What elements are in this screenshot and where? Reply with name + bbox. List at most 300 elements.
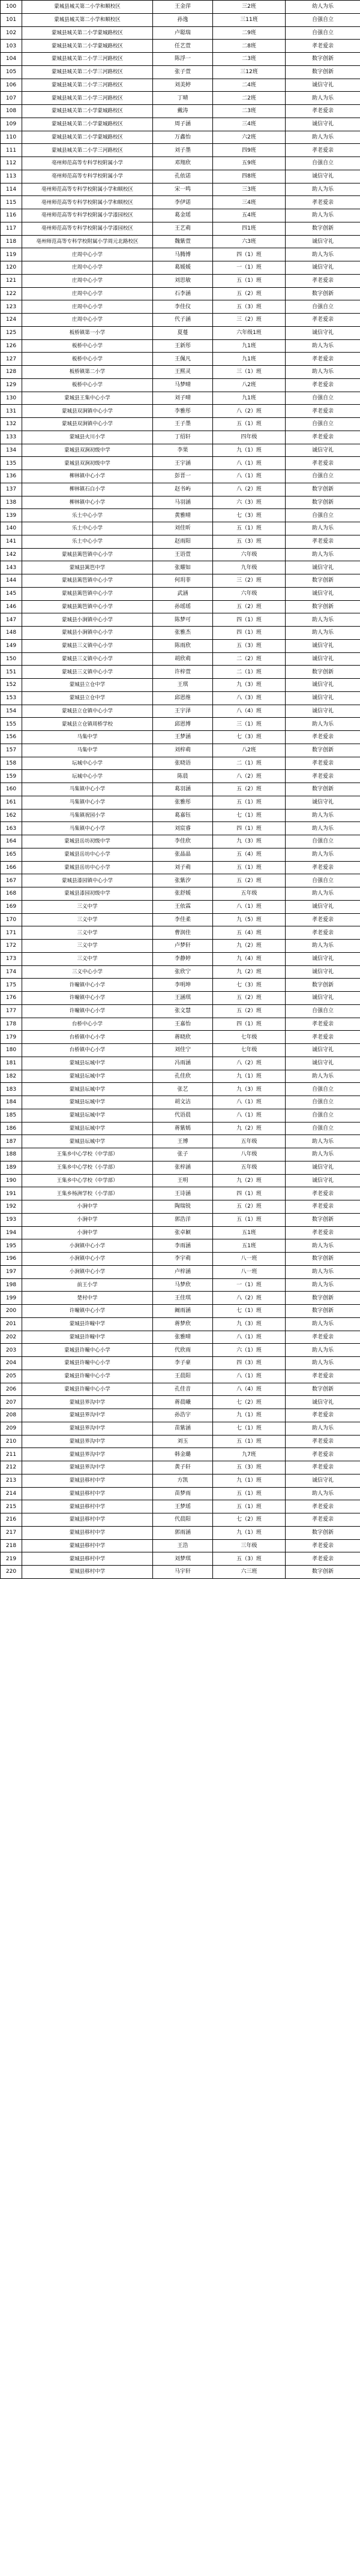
school-cell: 蒙城县城关第二小学三河路校区 <box>22 144 153 157</box>
school-cell: 许疃镇中心小学 <box>22 1305 153 1318</box>
table-row <box>1 1109 360 1122</box>
table-row <box>1 509 360 522</box>
row-number-cell: 112 <box>1 157 22 170</box>
student-name-cell: 刘佳昕 <box>153 522 213 535</box>
class-cell: 五（3）班 <box>213 300 286 314</box>
class-cell: 六三班 <box>213 1566 286 1579</box>
table-row <box>1 13 360 26</box>
row-number-cell: 181 <box>1 1057 22 1070</box>
class-cell: 三3班 <box>213 183 286 196</box>
student-name-cell: 张卓颖 <box>153 1226 213 1239</box>
school-cell: 亳州师范高等专科学校附属小学周元北路校区 <box>22 235 153 248</box>
school-cell: 蒙城县许疃中心小学 <box>22 1370 153 1383</box>
school-cell: 蒙城县许疃中心小学 <box>22 1357 153 1370</box>
category-cell: 孝老爱亲 <box>286 1435 360 1448</box>
category-cell: 诚信守礼 <box>286 587 360 600</box>
class-cell: 九（3）班 <box>213 835 286 848</box>
school-cell: 蒙城县城关第二小学蒙城路校区 <box>22 118 153 131</box>
student-name-cell: 张晶晶 <box>153 848 213 861</box>
student-name-cell: 彭晋一 <box>153 470 213 483</box>
category-cell: 助人为乐 <box>286 1239 360 1253</box>
class-cell: 九（3）班 <box>213 1083 286 1096</box>
row-number-cell: 177 <box>1 1004 22 1018</box>
class-cell: 五（1）班 <box>213 522 286 535</box>
student-name-cell: 苗梦雨 <box>153 1487 213 1500</box>
category-cell: 诚信守礼 <box>286 900 360 913</box>
school-cell: 亳州师范高等专科学校附属小学和顺校区 <box>22 183 153 196</box>
category-cell: 孝老爱亲 <box>286 1331 360 1344</box>
school-cell: 小涧镇中心小学 <box>22 1265 153 1278</box>
school-cell: 马集镇中心小学 <box>22 796 153 809</box>
table-row <box>1 1474 360 1487</box>
school-cell: 蒙城县许疃中学 <box>22 1331 153 1344</box>
table-row <box>1 770 360 783</box>
row-number-cell: 102 <box>1 26 22 40</box>
category-cell: 孝老爱亲 <box>286 1448 360 1461</box>
school-cell: 蒙城县篱笆镇中心小学 <box>22 548 153 561</box>
school-cell: 蒙城县界沟中学 <box>22 1409 153 1422</box>
category-cell: 孝老爱亲 <box>286 1500 360 1513</box>
category-cell: 诚信守礼 <box>286 965 360 979</box>
student-name-cell: 孙浩宇 <box>153 1409 213 1422</box>
student-name-cell: 王佳琪 <box>153 1292 213 1305</box>
category-cell: 数字创新 <box>286 979 360 992</box>
class-cell: 九（3）班 <box>213 1317 286 1331</box>
school-cell: 蒙城县小涧镇中心小学 <box>22 613 153 627</box>
table-row <box>1 1187 360 1200</box>
category-cell: 孝老爱亲 <box>286 1370 360 1383</box>
category-cell: 助人为乐 <box>286 209 360 222</box>
class-cell: 四（1）班 <box>213 822 286 835</box>
student-name-cell: 邱恩博 <box>153 718 213 731</box>
table-row <box>1 1357 360 1370</box>
class-cell: 五（1）班 <box>213 1213 286 1226</box>
category-cell: 助人为乐 <box>286 887 360 901</box>
category-cell: 助人为乐 <box>286 1135 360 1148</box>
category-cell: 助人为乐 <box>286 1487 360 1500</box>
class-cell: 二（1）班 <box>213 666 286 679</box>
student-name-cell: 周子涵 <box>153 118 213 131</box>
row-number-cell: 216 <box>1 1513 22 1527</box>
student-name-cell: 孔依诺 <box>153 170 213 183</box>
row-number-cell: 203 <box>1 1344 22 1357</box>
table-row <box>1 835 360 848</box>
school-cell: 蒙城县许疃中学 <box>22 1317 153 1331</box>
school-cell: 许疃镇中心小学 <box>22 1004 153 1018</box>
table-row <box>1 1226 360 1239</box>
category-cell: 数字创新 <box>286 574 360 588</box>
class-cell: 七（3）班 <box>213 509 286 522</box>
student-name-cell: 刘子晴 <box>153 392 213 405</box>
school-cell: 蒙城县城关第二小学蒙城路校区 <box>22 105 153 118</box>
table-row <box>1 483 360 496</box>
row-number-cell: 139 <box>1 509 22 522</box>
category-cell: 诚信守礼 <box>286 639 360 652</box>
school-cell: 蒙城县移村中学 <box>22 1474 153 1487</box>
student-name-cell: 许梓萱 <box>153 666 213 679</box>
class-cell: 九1班 <box>213 392 286 405</box>
school-cell: 三义中学 <box>22 952 153 965</box>
class-cell: 四9班 <box>213 144 286 157</box>
student-name-cell: 任艺萱 <box>153 40 213 53</box>
category-cell: 自强自立 <box>286 392 360 405</box>
category-cell: 孝老爱亲 <box>286 913 360 926</box>
class-cell: 三4班 <box>213 196 286 209</box>
school-cell: 蒙城县界沟中学 <box>22 1461 153 1474</box>
class-cell: 五（2）班 <box>213 287 286 300</box>
table-row <box>1 1539 360 1552</box>
table-row <box>1 940 360 953</box>
school-cell: 蒙城县城关第二小学三河路校区 <box>22 79 153 92</box>
table-row <box>1 548 360 561</box>
table-row <box>1 1148 360 1161</box>
student-name-cell: 李子豪 <box>153 1357 213 1370</box>
table-row <box>1 287 360 300</box>
row-number-cell: 164 <box>1 835 22 848</box>
school-cell: 庄周中心小学 <box>22 261 153 275</box>
category-cell: 助人为乐 <box>286 1317 360 1331</box>
category-cell: 孝老爱亲 <box>286 105 360 118</box>
category-cell: 诚信守礼 <box>286 444 360 457</box>
table-row <box>1 1122 360 1135</box>
row-number-cell: 148 <box>1 627 22 640</box>
class-cell: 九年级 <box>213 561 286 574</box>
category-cell: 孝老爱亲 <box>286 457 360 470</box>
school-cell: 蒙城县许疃中心小学 <box>22 1383 153 1396</box>
class-cell: 六2班 <box>213 131 286 144</box>
row-number-cell: 134 <box>1 444 22 457</box>
table-row <box>1 1552 360 1566</box>
student-name-cell: 石李涵 <box>153 287 213 300</box>
school-cell: 蒙城县移村中学 <box>22 1526 153 1539</box>
row-number-cell: 207 <box>1 1396 22 1409</box>
row-number-cell: 107 <box>1 92 22 105</box>
table-row <box>1 822 360 835</box>
student-name-cell: 王明 <box>153 1174 213 1187</box>
row-number-cell: 166 <box>1 861 22 874</box>
class-cell: 五（2）班 <box>213 992 286 1005</box>
table-row <box>1 861 360 874</box>
class-cell: 三（2）班 <box>213 574 286 588</box>
class-cell: 四（1）班 <box>213 248 286 261</box>
student-name-cell: 赵书屿 <box>153 483 213 496</box>
student-name-cell: 刘佳宁 <box>153 1044 213 1057</box>
school-cell: 蒙城县移村中学 <box>22 1487 153 1500</box>
table-row <box>1 757 360 770</box>
school-cell: 蒙城县界沟中学 <box>22 1396 153 1409</box>
row-number-cell: 147 <box>1 613 22 627</box>
student-name-cell: 李雅彤 <box>153 405 213 418</box>
class-cell: 一（1）班 <box>213 261 286 275</box>
class-cell: 九（2）班 <box>213 940 286 953</box>
student-name-cell: 葛媛媛 <box>153 261 213 275</box>
row-number-cell: 117 <box>1 222 22 235</box>
row-number-cell: 160 <box>1 783 22 796</box>
school-cell: 坛城中心小学 <box>22 757 153 770</box>
student-name-cell: 张艺 <box>153 1083 213 1096</box>
category-cell: 诚信守礼 <box>286 1044 360 1057</box>
row-number-cell: 110 <box>1 131 22 144</box>
row-number-cell: 115 <box>1 196 22 209</box>
class-cell: 三（2）班 <box>213 314 286 327</box>
class-cell: 五（2）班 <box>213 874 286 887</box>
student-name-cell: 王新彤 <box>153 339 213 353</box>
category-cell: 数字创新 <box>286 222 360 235</box>
category-cell: 诚信守礼 <box>286 1057 360 1070</box>
student-name-cell: 方凯 <box>153 1474 213 1487</box>
class-cell: 五（1）班 <box>213 1435 286 1448</box>
row-number-cell: 185 <box>1 1109 22 1122</box>
table-row <box>1 1 360 14</box>
category-cell: 孝老爱亲 <box>286 926 360 940</box>
category-cell: 孝老爱亲 <box>286 861 360 874</box>
row-number-cell: 149 <box>1 639 22 652</box>
class-cell: 九（2）班 <box>213 965 286 979</box>
student-name-cell: 张雅杰 <box>153 627 213 640</box>
row-number-cell: 130 <box>1 392 22 405</box>
student-name-cell: 胡欣萌 <box>153 652 213 666</box>
student-name-cell: 马宇轩 <box>153 1566 213 1579</box>
table-row <box>1 1396 360 1409</box>
category-cell: 诚信守礼 <box>286 652 360 666</box>
class-cell: 七（3）班 <box>213 979 286 992</box>
category-cell: 自强自立 <box>286 13 360 26</box>
category-cell: 数字创新 <box>286 783 360 796</box>
student-name-cell: 代晨阳 <box>153 1513 213 1527</box>
school-cell: 三义中心小学 <box>22 965 153 979</box>
category-cell: 自强自立 <box>286 835 360 848</box>
school-cell: 蒙城县漆园镇中心小学 <box>22 874 153 887</box>
row-number-cell: 204 <box>1 1357 22 1370</box>
category-cell: 助人为乐 <box>286 1265 360 1278</box>
row-number-cell: 111 <box>1 144 22 157</box>
student-name-cell: 孔佳音 <box>153 1383 213 1396</box>
row-number-cell: 151 <box>1 666 22 679</box>
table-row <box>1 170 360 183</box>
school-cell: 板桥中心小学 <box>22 378 153 392</box>
category-cell: 助人为乐 <box>286 1422 360 1435</box>
category-cell: 诚信守礼 <box>286 118 360 131</box>
class-cell: 八（4）班 <box>213 705 286 718</box>
class-cell: 三12班 <box>213 65 286 79</box>
category-cell: 数字创新 <box>286 1526 360 1539</box>
table-row <box>1 1004 360 1018</box>
row-number-cell: 193 <box>1 1213 22 1226</box>
row-number-cell: 123 <box>1 300 22 314</box>
school-cell: 乐土中心小学 <box>22 535 153 548</box>
category-cell: 幼人为乐 <box>286 1 360 14</box>
school-cell: 蒙城县篱笆镇中心小学 <box>22 600 153 613</box>
student-name-cell: 夏蔓 <box>153 326 213 339</box>
student-name-cell: 张梓涵 <box>153 1161 213 1174</box>
row-number-cell: 159 <box>1 770 22 783</box>
class-cell: 九（2）班 <box>213 1174 286 1187</box>
school-cell: 小涧中学 <box>22 1226 153 1239</box>
school-cell: 蒙城县火川小学 <box>22 431 153 444</box>
class-cell: 二4班 <box>213 79 286 92</box>
table-row <box>1 874 360 887</box>
category-cell: 助人为乐 <box>286 248 360 261</box>
row-number-cell: 199 <box>1 1292 22 1305</box>
class-cell: 九（1）班 <box>213 1474 286 1487</box>
student-name-cell: 李明坤 <box>153 979 213 992</box>
school-cell: 蒙城县界沟中学 <box>22 1448 153 1461</box>
category-cell: 数字创新 <box>286 483 360 496</box>
row-number-cell: 173 <box>1 952 22 965</box>
school-cell: 王集乡中心学校（中学部） <box>22 1148 153 1161</box>
row-number-cell: 121 <box>1 274 22 287</box>
class-cell: 八（1）班 <box>213 1109 286 1122</box>
table-row <box>1 131 360 144</box>
table-row <box>1 1513 360 1527</box>
row-number-cell: 209 <box>1 1422 22 1435</box>
table-row <box>1 339 360 353</box>
row-number-cell: 152 <box>1 679 22 692</box>
table-row <box>1 1083 360 1096</box>
student-name-cell: 王语萱 <box>153 548 213 561</box>
school-cell: 亳州师范高等专科学校附属小学漆园校区 <box>22 222 153 235</box>
student-name-cell: 王梦瑶 <box>153 1500 213 1513</box>
category-cell: 助人为乐 <box>286 809 360 822</box>
table-row <box>1 627 360 640</box>
class-cell: 二（2）班 <box>213 652 286 666</box>
class-cell: 六年级1班 <box>213 326 286 339</box>
row-number-cell: 109 <box>1 118 22 131</box>
school-cell: 蒙城县双涧初级中学 <box>22 444 153 457</box>
category-cell: 助人为乐 <box>286 1278 360 1292</box>
class-cell: 五年级 <box>213 1135 286 1148</box>
row-number-cell: 189 <box>1 1161 22 1174</box>
class-cell: 二（1）班 <box>213 757 286 770</box>
category-cell: 自强自立 <box>286 1122 360 1135</box>
table-row <box>1 326 360 339</box>
class-cell: 八（1）班 <box>213 1370 286 1383</box>
school-cell: 蒙城县王集中心小学 <box>22 392 153 405</box>
school-cell: 蒙城县三义镇中心小学 <box>22 639 153 652</box>
class-cell: 八（1）班 <box>213 1096 286 1109</box>
table-row <box>1 705 360 718</box>
student-name-cell: 李雨涵 <box>153 1239 213 1253</box>
table-row <box>1 1031 360 1044</box>
row-number-cell: 178 <box>1 1018 22 1031</box>
category-cell: 诚信守礼 <box>286 1474 360 1487</box>
class-cell: 八年级 <box>213 1148 286 1161</box>
table-row <box>1 457 360 470</box>
row-number-cell: 131 <box>1 405 22 418</box>
category-cell: 数字创新 <box>286 1383 360 1396</box>
class-cell: 九（1）班 <box>213 1070 286 1083</box>
student-name-cell: 王诗涵 <box>153 1187 213 1200</box>
table-row <box>1 1253 360 1266</box>
class-cell: 四（3）班 <box>213 1357 286 1370</box>
row-number-cell: 210 <box>1 1435 22 1448</box>
class-cell: 五（1）班 <box>213 1487 286 1500</box>
class-cell: 九（4）班 <box>213 952 286 965</box>
category-cell: 自强自立 <box>286 1083 360 1096</box>
category-cell: 孝老爱亲 <box>286 1031 360 1044</box>
table-row <box>1 1057 360 1070</box>
student-name-cell: 葛羽涵 <box>153 783 213 796</box>
class-cell: 五（3）班 <box>213 535 286 548</box>
table-row <box>1 561 360 574</box>
student-name-cell: 王嘉怡 <box>153 1018 213 1031</box>
student-name-cell: 阚雨涵 <box>153 1305 213 1318</box>
student-name-cell: 刘思敏 <box>153 274 213 287</box>
row-number-cell: 119 <box>1 248 22 261</box>
category-cell: 诚信守礼 <box>286 691 360 705</box>
class-cell: 二8班 <box>213 40 286 53</box>
row-number-cell: 138 <box>1 496 22 509</box>
table-row <box>1 926 360 940</box>
category-cell: 助人为乐 <box>286 183 360 196</box>
category-cell: 孝老爱亲 <box>286 1552 360 1566</box>
row-number-cell: 168 <box>1 887 22 901</box>
row-number-cell: 155 <box>1 718 22 731</box>
school-cell: 台桥镇中心小学 <box>22 1044 153 1057</box>
student-name-cell: 郭浩洋 <box>153 1213 213 1226</box>
class-cell: 五1班 <box>213 1239 286 1253</box>
row-number-cell: 153 <box>1 691 22 705</box>
school-cell: 蒙城县城关第二小学三河路校区 <box>22 53 153 66</box>
category-cell: 诚信守礼 <box>286 1396 360 1409</box>
table-row <box>1 1292 360 1305</box>
class-cell: 九（2）班 <box>213 1122 286 1135</box>
category-cell: 孝老爱亲 <box>286 770 360 783</box>
school-cell: 蒙城县篱笆中学 <box>22 561 153 574</box>
category-cell: 孝老爱亲 <box>286 1187 360 1200</box>
table-row <box>1 105 360 118</box>
table-row <box>1 913 360 926</box>
school-cell: 蒙城县三义镇中心小学 <box>22 652 153 666</box>
table-row <box>1 522 360 535</box>
school-cell: 马集中学 <box>22 744 153 757</box>
category-cell: 孝老爱亲 <box>286 431 360 444</box>
school-cell: 板桥中心小学 <box>22 339 153 353</box>
class-cell: 八（2）班 <box>213 483 286 496</box>
table-row <box>1 1448 360 1461</box>
table-row <box>1 222 360 235</box>
class-cell: 三2班 <box>213 1 286 14</box>
category-cell: 诚信守礼 <box>286 992 360 1005</box>
student-name-cell: 李静婷 <box>153 952 213 965</box>
student-name-cell: 李果 <box>153 444 213 457</box>
table-row <box>1 53 360 66</box>
student-name-cell: 丁晴 <box>153 92 213 105</box>
school-cell: 亳州师范高等专科学校附属小学和顺校区 <box>22 196 153 209</box>
table-row <box>1 587 360 600</box>
table-row <box>1 1409 360 1422</box>
table-row <box>1 613 360 627</box>
category-cell: 诚信守礼 <box>286 796 360 809</box>
class-cell: 四（1）班 <box>213 627 286 640</box>
class-cell: 八（2）班 <box>213 405 286 418</box>
table-row <box>1 235 360 248</box>
table-row <box>1 809 360 822</box>
class-cell: 六年级 <box>213 548 286 561</box>
row-number-cell: 108 <box>1 105 22 118</box>
class-cell: 五（1）班 <box>213 1500 286 1513</box>
category-cell: 孝老爱亲 <box>286 196 360 209</box>
student-name-cell: 邓翔欣 <box>153 157 213 170</box>
student-name-cell: 李佳柔 <box>153 913 213 926</box>
row-number-cell: 194 <box>1 1226 22 1239</box>
student-name-cell: 黄子轩 <box>153 1461 213 1474</box>
row-number-cell: 202 <box>1 1331 22 1344</box>
student-name-cell: 王子墨 <box>153 418 213 431</box>
class-cell: 五（2）班 <box>213 783 286 796</box>
table-row <box>1 496 360 509</box>
school-cell: 蒙城县坛城中学 <box>22 1083 153 1096</box>
